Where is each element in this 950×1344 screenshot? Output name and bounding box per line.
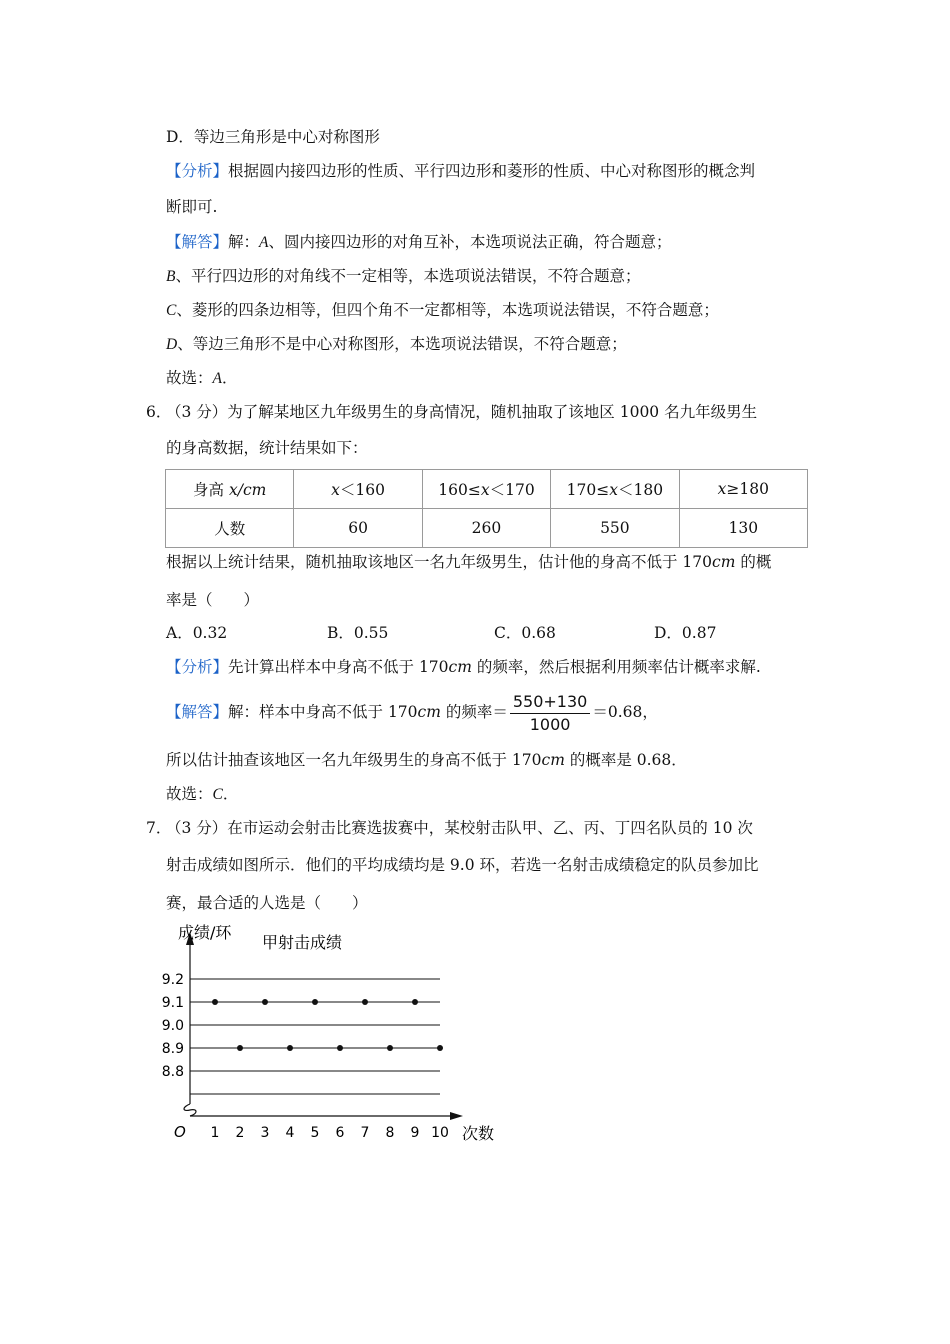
answer-prefix: 解： — [228, 233, 260, 251]
answer-tag: 【解答】 — [166, 233, 229, 251]
y-tick-label: 8.8 — [161, 1064, 184, 1080]
answer-text: 、等边三角形不是中心对称图形，本选项说法错误，不符合题意； — [177, 335, 627, 353]
choice-letter: A — [212, 370, 222, 387]
origin-label: O — [174, 1123, 186, 1141]
q7-stem-cont2: 赛，最合适的人选是（ ） — [166, 894, 368, 912]
axes — [184, 932, 463, 1120]
data-point — [337, 1045, 343, 1051]
analysis-text: 根据圆内接四边形的性质、平行四边形和菱形的性质、中心对称图形的概念判 — [228, 162, 756, 180]
q5-analysis — [166, 160, 755, 182]
x-axis-label: 次数 — [462, 1124, 495, 1143]
x-tick-label: 4 — [285, 1125, 295, 1141]
x-tick-label: 5 — [310, 1125, 320, 1141]
fraction-denominator: 1000 — [529, 714, 571, 734]
q7-stem: （3 分）在市运动会射击比赛选拔赛中，某校射击队甲、乙、丙、丁四名队员的 10 次 — [166, 819, 753, 837]
analysis-tag: 【分析】 — [166, 162, 229, 180]
q5-option-d: D．等边三角形是中心对称图形 — [166, 128, 380, 146]
q6-number: 6． — [146, 403, 172, 421]
x-tick-label: 1 — [210, 1125, 220, 1141]
q6-stem-cont: 的身高数据，统计结果如下： — [166, 439, 368, 457]
data-point — [262, 999, 268, 1005]
option-letter: A — [259, 234, 269, 251]
data-point — [387, 1045, 393, 1051]
y-tick-labels — [162, 972, 184, 1080]
table-row — [166, 509, 808, 548]
q6-answer: 【解答】解：样本中身高不低于 170cm 的频率＝ $\frac{550+130}{1000}$ ＝0.68， — [166, 691, 658, 734]
q6-choice: 故选：C． — [166, 785, 239, 803]
table-cell: 60 — [294, 509, 422, 548]
q7-number: 7． — [146, 819, 172, 837]
table-cell: 550 — [551, 509, 679, 548]
answer-text: 、菱形的四条边相等，但四个角不一定都相等，本选项说法错误，不符合题意； — [176, 301, 719, 319]
q5-answer-b — [166, 265, 640, 288]
x-tick-label: 6 — [335, 1125, 345, 1141]
q6-question-cont: 率是（ ） — [166, 591, 260, 609]
table-header-cell: x≥180 — [679, 470, 807, 509]
table-cell: 130 — [679, 509, 807, 548]
data-point — [287, 1045, 293, 1051]
table-header-cell: 170≤x＜180 — [551, 470, 679, 509]
q6-option-b: B．0.55 — [327, 624, 389, 642]
analysis-tag: 【分析】 — [166, 658, 229, 676]
data-point — [212, 999, 218, 1005]
table-header-cell: 身高 x/cm — [166, 470, 294, 509]
option-letter: C — [166, 302, 177, 319]
choice-prefix: 故选： — [166, 369, 213, 387]
table-header-cell: 160≤x＜170 — [422, 470, 550, 509]
x-tick-label: 9 — [410, 1125, 420, 1141]
table-row — [166, 470, 808, 509]
data-point — [237, 1045, 243, 1051]
x-axis-arrow — [450, 1112, 463, 1120]
data-point — [362, 999, 368, 1005]
x-tick-label: 8 — [385, 1125, 395, 1141]
x-tick-labels — [211, 1125, 449, 1141]
q5-choice — [166, 367, 238, 390]
table-header-cell: x＜160 — [294, 470, 422, 509]
height-stats-table — [165, 469, 808, 548]
fraction-numerator: 550+130 — [510, 692, 590, 714]
answer-text: 、圆内接四边形的对角互补，本选项说法正确，符合题意； — [268, 233, 672, 251]
table-cell: 260 — [422, 509, 550, 548]
y-tick-label: 9.2 — [161, 972, 184, 988]
q5-answer-d — [166, 333, 627, 356]
q7-stem-cont: 射击成绩如图所示．他们的平均成绩均是 9.0 环，若选一名射击成绩稳定的队员参加比 — [166, 856, 759, 874]
q5-answer-a — [166, 231, 672, 254]
q5-answer-c — [166, 299, 719, 322]
frequency-fraction — [510, 692, 590, 735]
q6-analysis: 【分析】先计算出样本中身高不低于 170cm 的频率，然后根据利用频率估计概率求解. — [166, 658, 761, 676]
data-point — [437, 1045, 443, 1051]
q6-option-d: D．0.87 — [654, 624, 717, 642]
x-tick-label: 2 — [235, 1125, 245, 1141]
table-cell: 人数 — [166, 509, 294, 548]
answer-tag: 【解答】 — [166, 703, 229, 721]
q6-option-a: A．0.32 — [166, 624, 228, 642]
shooting-scores-chart — [160, 918, 510, 1148]
y-axis-label: 成绩/环 — [178, 923, 232, 942]
x-tick-label: 7 — [360, 1125, 370, 1141]
option-letter: B — [166, 268, 176, 285]
x-tick-label: 3 — [260, 1125, 270, 1141]
grid-lines — [190, 979, 440, 1094]
q6-question: 根据以上统计结果，随机抽取该地区一名九年级男生，估计他的身高不低于 170cm 的概 — [166, 553, 772, 571]
q5-analysis-cont: 断即可. — [166, 198, 218, 216]
y-tick-label: 8.9 — [161, 1041, 184, 1057]
q6-conclusion: 所以估计抽查该地区一名九年级男生的身高不低于 170cm 的概率是 0.68． — [166, 751, 687, 769]
y-tick-label: 9.1 — [161, 995, 184, 1011]
data-point — [412, 999, 418, 1005]
q6-option-c: C．0.68 — [494, 624, 556, 642]
option-letter: D — [166, 336, 178, 353]
x-tick-label: 10 — [431, 1125, 449, 1141]
answer-text: 、平行四边形的对角线不一定相等，本选项说法错误，不符合题意； — [175, 267, 641, 285]
axis-break — [184, 1104, 196, 1116]
data-point — [312, 999, 318, 1005]
q6-stem: （3 分）为了解某地区九年级男生的身高情况，随机抽取了该地区 1000 名九年级男生 — [166, 403, 758, 421]
y-tick-label: 9.0 — [161, 1018, 184, 1034]
chart-title: 甲射击成绩 — [262, 933, 343, 952]
choice-suffix: ． — [221, 369, 238, 387]
